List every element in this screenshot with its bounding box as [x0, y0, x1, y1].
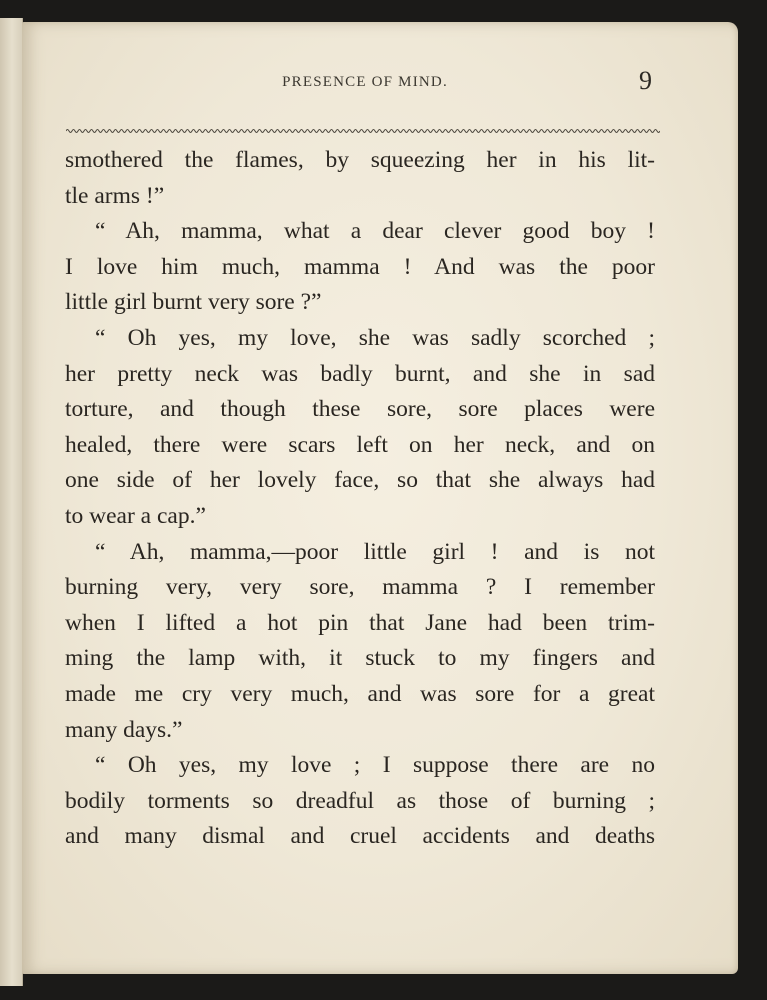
text-line: to wear a cap.” [65, 502, 206, 529]
page-header [70, 66, 660, 106]
text-line: many days.” [65, 716, 183, 743]
text-line: one side of her lovely face, so that she always had [65, 467, 655, 494]
text-line: “ Ah, mamma,—poor little girl ! and is not [95, 538, 655, 565]
text-line: “ Oh yes, my love ; I suppose there are no [95, 752, 655, 779]
text-line: healed, there were scars left on her neck, and on [65, 431, 655, 458]
page-number: 9 [639, 66, 652, 95]
text-line: tle arms !” [65, 182, 165, 209]
text-line: and many dismal and cruel accidents and deaths [65, 823, 655, 850]
text-line: smothered the flames, by squeezing her in his lit- [65, 147, 655, 173]
text-line: I love him much, mamma ! And was the poor [65, 253, 655, 280]
body-text [65, 143, 655, 855]
text-line: little girl burnt very sore ?” [65, 289, 322, 316]
left-page-edge [0, 18, 23, 986]
text-line: ming the lamp with, it stuck to my fingers and [65, 645, 655, 672]
text-line: “ Ah, mamma, what a dear clever good boy ! [95, 218, 655, 245]
text-line: torture, and though these sore, sore places were [65, 396, 655, 423]
text-line: made me cry very much, and was sore for a great [65, 680, 655, 707]
text-line: when I lifted a hot pin that Jane had been trim- [65, 609, 655, 636]
text-line: burning very, very sore, mamma ? I remember [65, 574, 655, 601]
ornamental-rule [66, 126, 660, 136]
running-head: PRESENCE OF MIND. [282, 74, 448, 90]
text-line: her pretty neck was badly burnt, and she in sad [65, 360, 655, 387]
text-line: bodily torments so dreadful as those of burning ; [65, 787, 655, 814]
text-line: “ Oh yes, my love, she was sadly scorched ; [95, 324, 655, 351]
